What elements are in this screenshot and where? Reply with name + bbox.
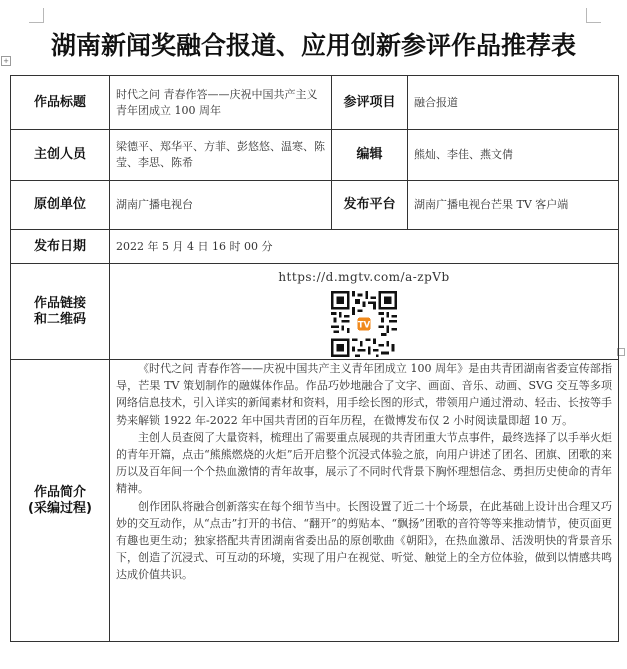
category-label: 参评项目 <box>332 76 408 130</box>
table-move-handle-icon[interactable]: + <box>1 56 11 66</box>
creators-cell[interactable] <box>110 130 332 181</box>
editors-cell[interactable] <box>408 130 619 181</box>
platform-cell[interactable] <box>408 181 619 230</box>
date-value: 2022 年 5 月 4 日 16 时 00 分 <box>116 239 273 253</box>
link-label <box>11 264 110 360</box>
platform-label: 发布平台 <box>332 181 408 230</box>
page-corner-mark-left <box>29 8 44 23</box>
link-label-line1: 作品链接 <box>33 295 86 311</box>
intro-cell[interactable] <box>110 360 619 642</box>
document-title: 湖南新闻奖融合报道、应用创新参评作品推荐表 <box>50 31 576 60</box>
work-title-cell[interactable] <box>110 76 332 130</box>
editors-label: 编辑 <box>332 130 408 181</box>
intro-label <box>11 360 110 642</box>
intro-label-line2: (采编过程) <box>28 500 92 516</box>
work-title-value: 时代之问 青春作答——庆祝中国共产主义青年团成立 100 周年 <box>116 87 318 117</box>
link-label-line2: 和二维码 <box>33 311 86 327</box>
intro-paragraph-3: 创作团队将融合创新落实在每个细节当中。长图设置了近二十个场景，在此基础上设计出合理又巧妙的交互动作，从“点击”打开的书信、“翻开”的剪贴本、“飘扬”团歌的音符等等来推动情节，使页面更有趣也更生动；独家搭配共青团湖南省委出品的原创歌曲《朝阳》，在热血激昂、活泼明快的背景音乐下，创造了沉浸式、可互动的环境，实现了用户在视觉、听觉、触觉上的全方位体验，做到以情感共鸣达成价值共识。 <box>116 499 612 582</box>
editors-value: 熊灿、李佳、燕文倩 <box>414 148 513 161</box>
creators-label: 主创人员 <box>11 130 110 181</box>
recommendation-form-table <box>10 75 619 642</box>
unit-cell[interactable] <box>110 181 332 230</box>
date-cell[interactable] <box>110 230 619 264</box>
category-value: 融合报道 <box>414 95 458 109</box>
link-cell[interactable] <box>110 264 619 360</box>
unit-label: 原创单位 <box>11 181 110 230</box>
svg-text:TV: TV <box>357 319 371 330</box>
date-label: 发布日期 <box>11 230 110 264</box>
page-corner-mark-right <box>586 8 601 23</box>
intro-paragraph-2: 主创人员查阅了大量资料，梳理出了需要重点展现的共青团重大节点事件，最终选择了以手举火炬的青年开篇，点击“熊熊燃烧的火炬”后开启整个沉浸式体验之旅，向用户讲述了团名、团旗、团歌的来历以及百年间一个个热血激情的青年故事，展示了不同时代背景下胸怀理想信念、勇担历史使命的青年精神。 <box>116 430 612 496</box>
platform-value: 湖南广播电视台芒果 TV 客户端 <box>414 198 569 211</box>
intro-paragraph-1: 《时代之问 青春作答——庆祝中国共产主义青年团成立 100 周年》是由共青团湖南省委宣传部指导，芒果 TV 策划制作的融媒体作品。作品巧妙地融合了文字、画面、音乐、动画、SVG 交互等多项网络信息技术，引入详实的新闻素材和资料，用手绘长图的形式，带领用户通过滑动、轻击、长按等手势来解锁 1922 年-2022 年中国共青团的百年历程，在微博发布仅 2 小时阅读量即超 10 万。 <box>116 362 612 427</box>
intro-label-line1: 作品简介 <box>33 484 86 500</box>
work-link-url[interactable]: https://d.mgtv.com/a-zpVb <box>278 269 450 284</box>
creators-value: 梁德平、郑华平、方菲、彭悠悠、温寒、陈莹、李思、陈希 <box>116 140 325 169</box>
unit-value: 湖南广播电视台 <box>116 198 193 211</box>
qr-code-icon <box>331 291 397 357</box>
category-cell[interactable] <box>408 76 619 130</box>
work-title-label: 作品标题 <box>11 76 110 130</box>
